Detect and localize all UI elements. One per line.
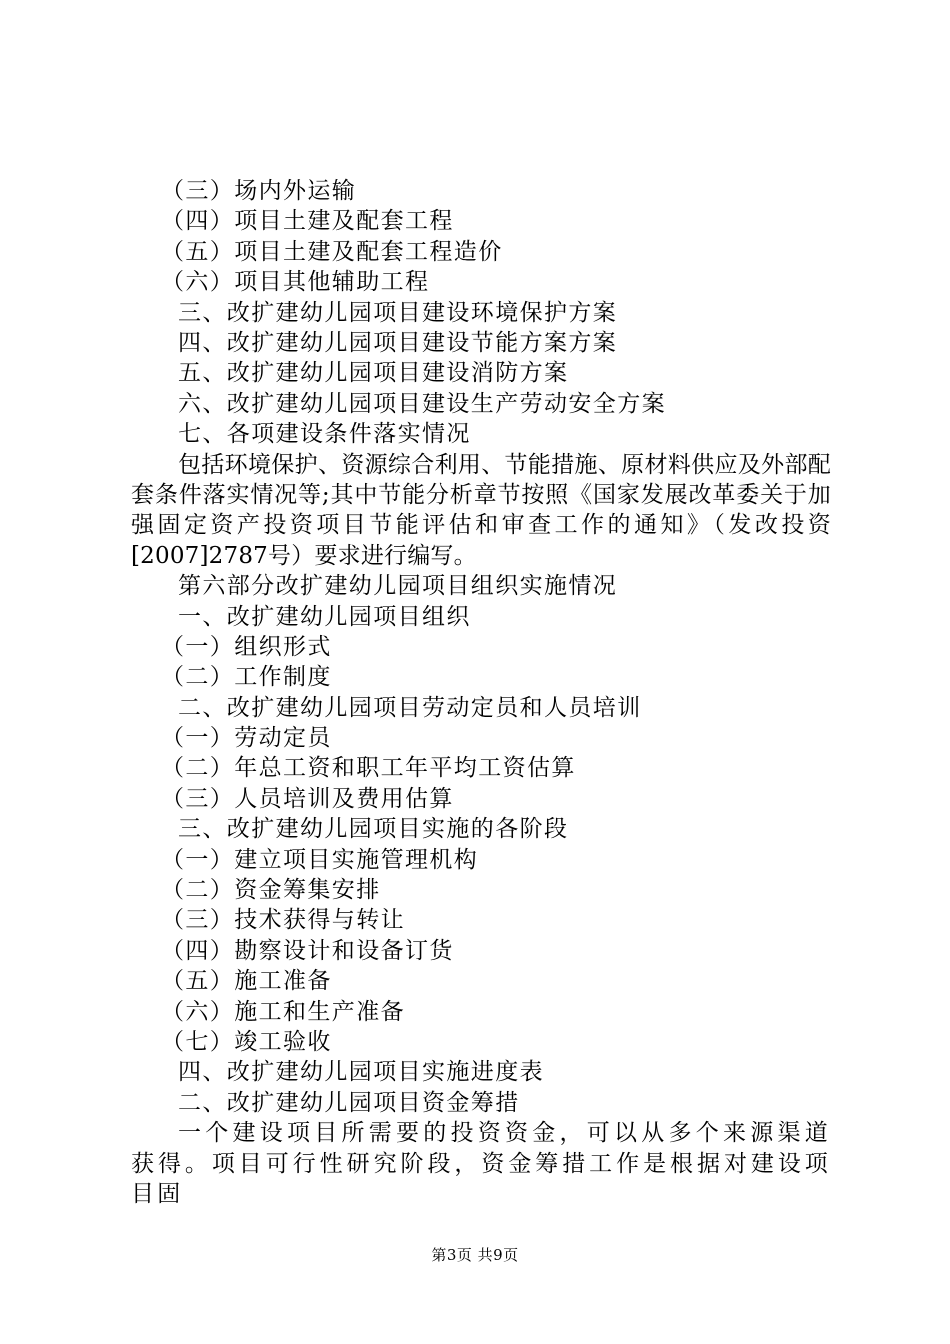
page-number-footer: 第3页 共9页	[431, 1246, 519, 1264]
outline-heading: 七、各项建设条件落实情况	[178, 421, 471, 448]
outline-item: （五）项目土建及配套工程造价	[161, 238, 503, 265]
outline-item: （七）竣工验收	[161, 1029, 332, 1055]
outline-heading: 六、改扩建幼儿园项目建设生产劳动安全方案	[178, 390, 666, 417]
outline-item: （二）年总工资和职工年平均工资估算	[161, 755, 576, 782]
outline-item: （一）建立项目实施管理机构	[161, 846, 479, 873]
outline-item: （一）劳动定员	[161, 725, 332, 752]
outline-heading: 二、改扩建幼儿园项目劳动定员和人员培训	[178, 694, 642, 721]
body-paragraph: 包括环境保护、资源综合利用、节能措施、原材料供应及外部配套条件落实情况等;其中节能分析章节按照《国家发展改革委关于加强固定资产投资项目节能评估和审查工作的通知》（发改投资[2007]2787号）要求进行编写。	[131, 451, 831, 569]
outline-item: （三）技术获得与转让	[161, 907, 405, 934]
outline-heading: 一、改扩建幼儿园项目组织	[178, 603, 471, 630]
outline-heading: 四、改扩建幼儿园项目实施进度表	[178, 1059, 544, 1086]
document-body	[131, 176, 831, 1209]
outline-heading: 二、改扩建幼儿园项目资金筹措	[178, 1089, 520, 1116]
outline-item: （二）资金筹集安排	[161, 877, 381, 904]
outline-item: （一）组织形式	[161, 633, 332, 660]
outline-item: （四）勘察设计和设备订货	[161, 937, 454, 964]
outline-item: （五）施工准备	[161, 968, 332, 995]
outline-heading: 三、改扩建幼儿园项目建设环境保护方案	[178, 299, 618, 326]
body-paragraph: 一个建设项目所需要的投资资金，可以从多个来源渠道获得。项目可行性研究阶段，资金筹措工作是根据对建设项目固	[131, 1120, 831, 1207]
section-title: 第六部分改扩建幼儿园项目组织实施情况	[178, 573, 618, 600]
outline-heading: 四、改扩建幼儿园项目建设节能方案方案	[178, 329, 618, 356]
outline-item: （二）工作制度	[161, 664, 332, 691]
outline-item: （六）项目其他辅助工程	[161, 269, 430, 296]
outline-item: （三）人员培训及费用估算	[161, 785, 454, 812]
outline-heading: 五、改扩建幼儿园项目建设消防方案	[178, 360, 569, 387]
outline-item: （三）场内外运输	[161, 178, 357, 204]
outline-heading: 三、改扩建幼儿园项目实施的各阶段	[178, 816, 569, 843]
outline-item: （四）项目土建及配套工程	[161, 208, 454, 235]
outline-item: （六）施工和生产准备	[161, 998, 405, 1025]
